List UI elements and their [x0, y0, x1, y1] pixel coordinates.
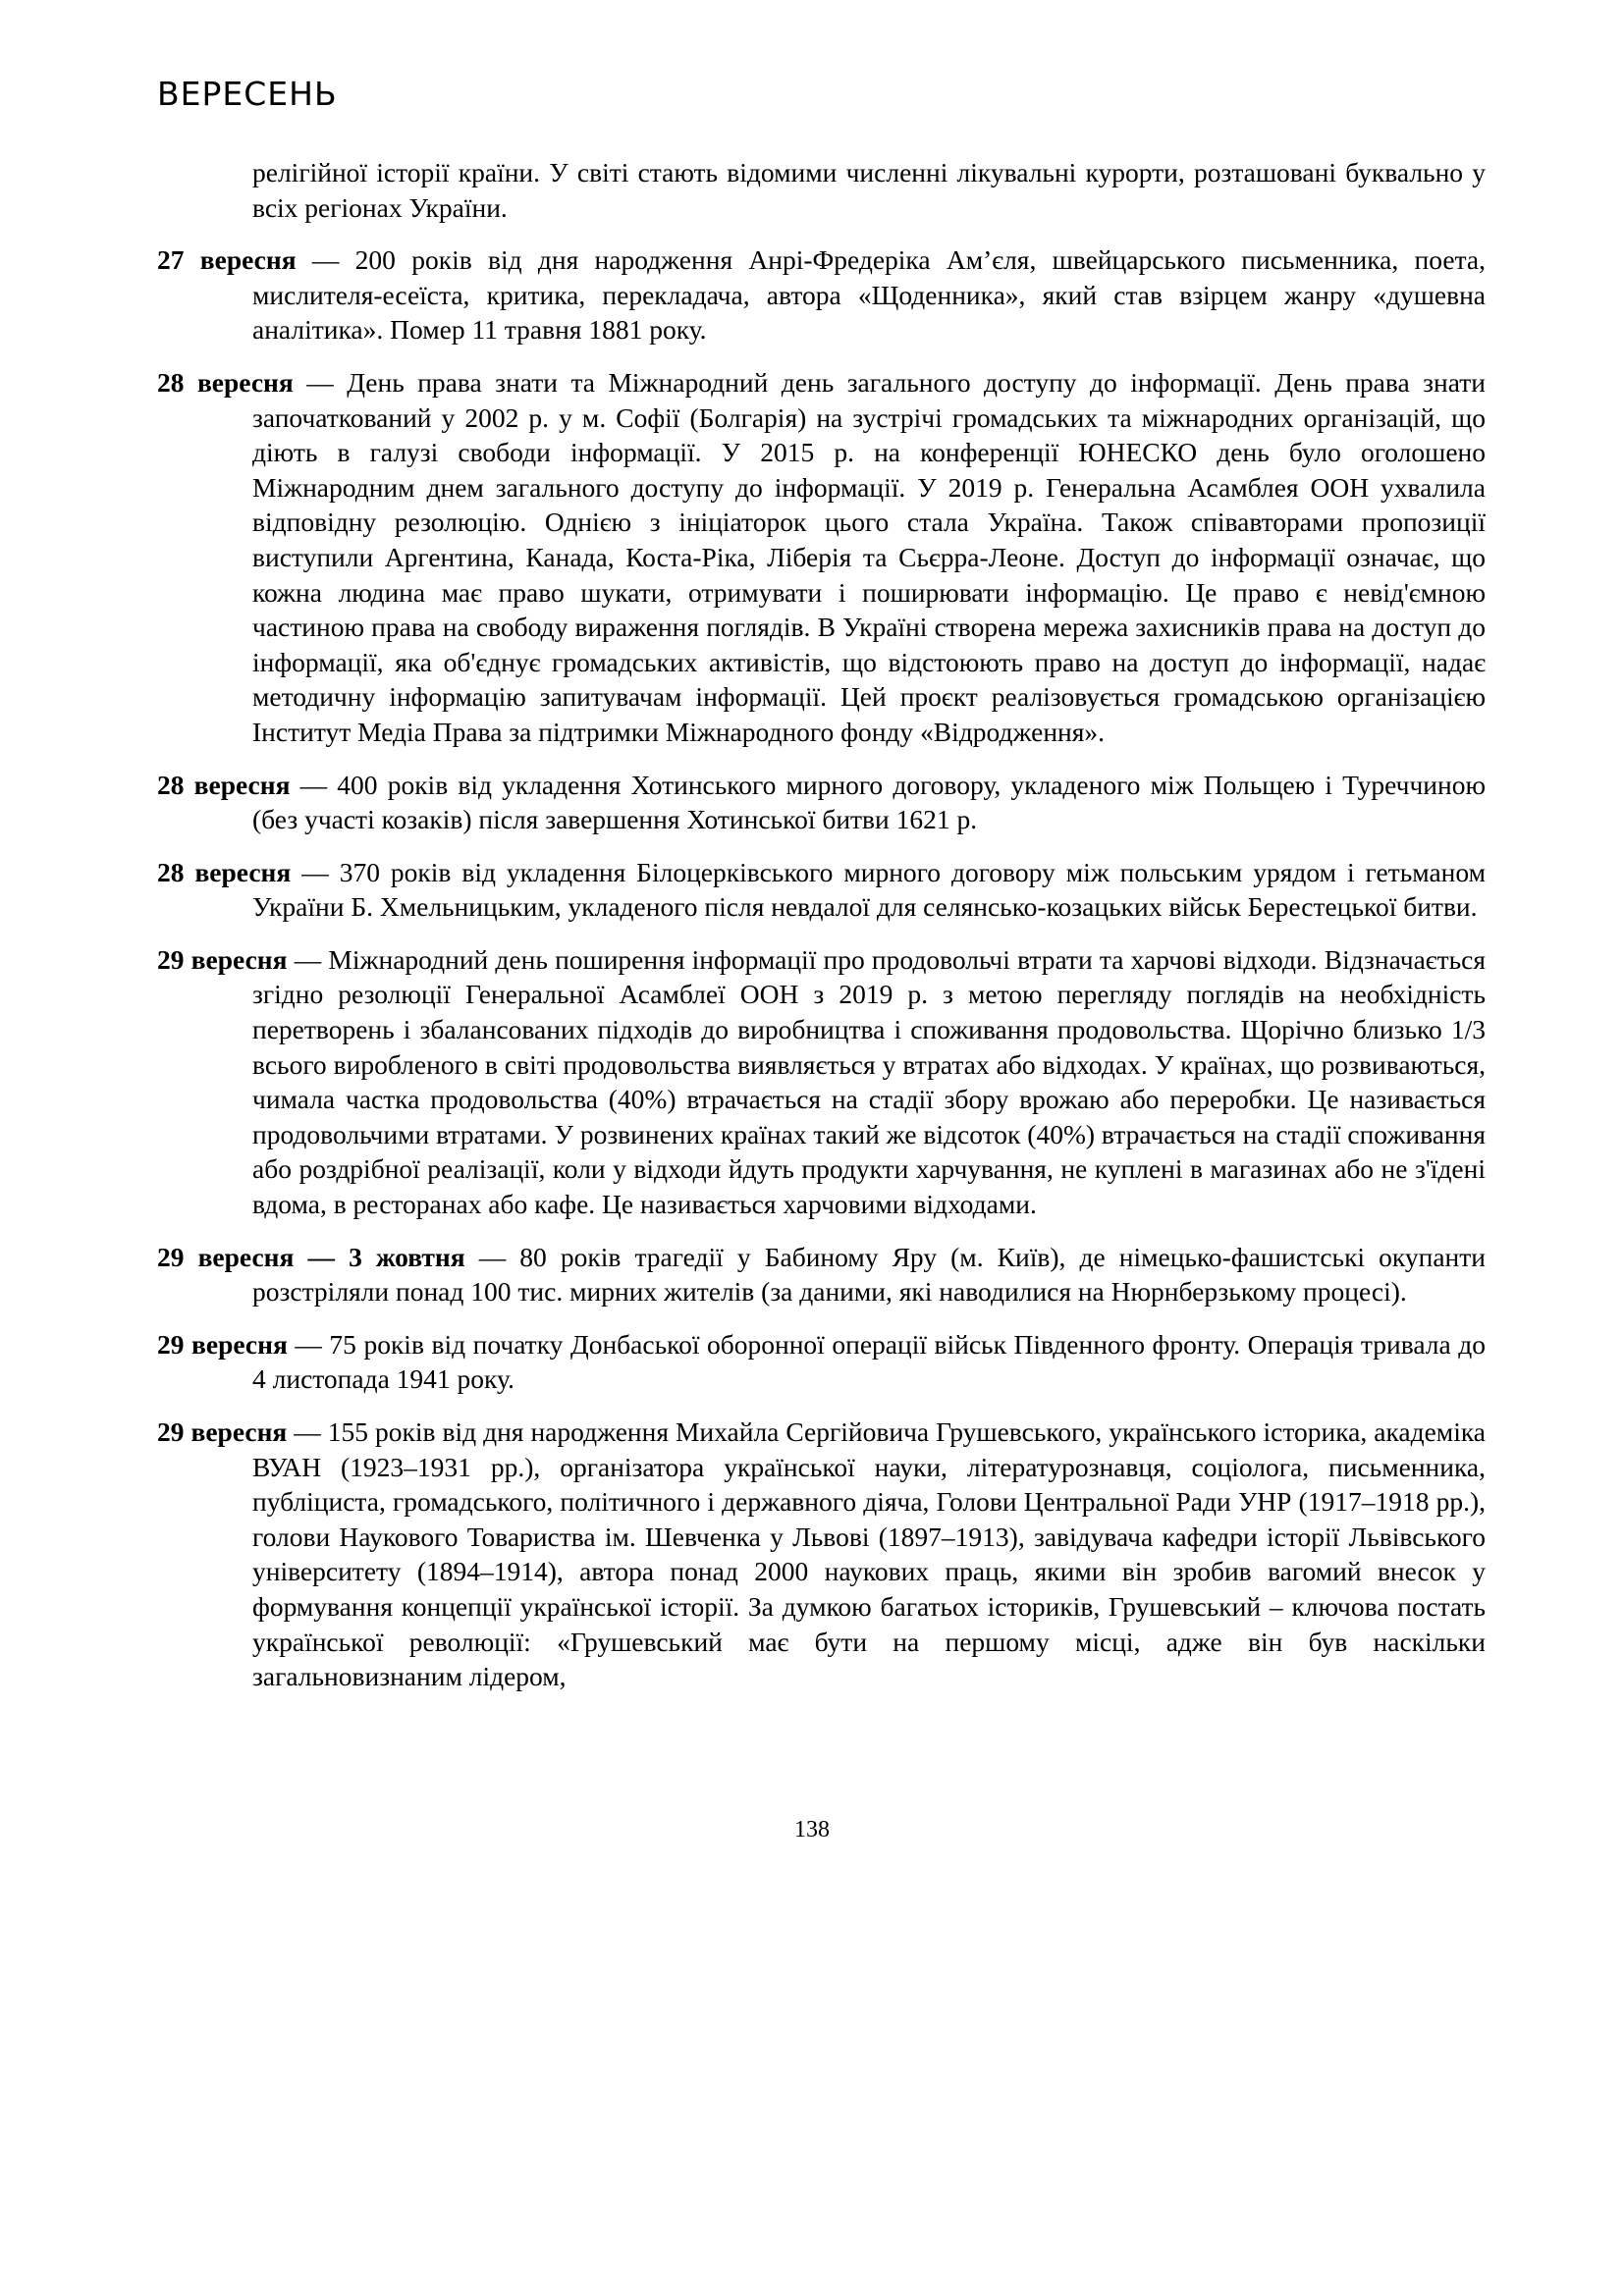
entry-date: 29 вересня — [157, 1328, 288, 1360]
entry-paragraph — [157, 942, 1486, 1222]
entry-paragraph — [157, 1415, 1486, 1694]
entry-text: — 200 років від дня народження Анрі-Фредеріка Ам’єля, швейцарського письменника, поета, мислителя-есеїста, критика, перекладача, автора «Щоденника», який став взірцем жанру «душевна аналітика». Помер 11 травня 1881 року. — [252, 244, 1486, 346]
entry-date: 29 вересня — [157, 1416, 288, 1447]
entry-text: — 75 років від початку Донбаської оборонної операції військ Південного фронту. Операція тривала до 4 листопада 1941 року. — [252, 1328, 1486, 1395]
entry-paragraph — [157, 242, 1486, 347]
entry-date: 28 вересня — [157, 366, 294, 398]
entry-text: — 400 років від укладення Хотинського мирного договору, укладеного між Польщею і Туреччиною (без участі козаків) після завершення Хотинської битви 1621 р. — [252, 769, 1486, 835]
entry-text: — 80 років трагедії у Бабиному Яру (м. Київ), де німецько-фашистські окупанти розстріляли понад 100 тис. мирних жителів (за даними, які наводилися на Нюрнберзькому процесі). — [252, 1241, 1486, 1308]
entry-text: — 370 років від укладення Білоцерківського мирного договору між польським урядом і гетьманом України Б. Хмельницьким, укладеного після невдалої для селянсько-козацьких військ Берестецької битви. — [252, 856, 1486, 923]
page-number: 138 — [794, 1817, 830, 1842]
entry-paragraph — [157, 1327, 1486, 1397]
entry-date: 27 вересня — [157, 244, 297, 276]
page-content — [157, 155, 1486, 1712]
continuation-paragraph: релігійної історії країни. У світі стають відомими численні лікувальні курорти, розташовані буквально у всіх регіонах України. — [252, 157, 1486, 223]
entry-date: 29 вересня — [157, 943, 288, 975]
entry-text: — Міжнародний день поширення інформації про продовольчі втрати та харчові відходи. Відзначається згідно резолюції Генеральної Асамблеї ООН з 2019 р. з метою перегляду поглядів на необхідність перетворень і збалансованих підходів до виробництва і споживання продовольства. Щорічно близько 1/3 всього виробленого в світі продовольства виявляється у втратах або відходах. У країнах, що розвиваються, чимала частка продовольства (40%) втрачається на стадії збору врожаю або переробки. Це називається продовольчими втратами. У розвинених країнах такий же відсоток (40%) втрачається на стадії споживання або роздрібної реалізації, коли у відходи йдуть продукти харчування, не куплені в магазинах або не з'їдені вдома, в ресторанах або кафе. Це називається харчовими відходами. — [252, 943, 1486, 1220]
entry-date: 28 вересня — [157, 856, 292, 887]
entry-paragraph — [157, 768, 1486, 837]
entry-paragraph — [157, 365, 1486, 750]
entry-text: — День права знати та Міжнародний день загального доступу до інформації. День права знати започаткований у 2002 р. у м. Софії (Болгарія) на зустрічі громадських та міжнародних організацій, що діють в галузі свободи інформації. У 2015 р. на конференції ЮНЕСКО день було оголошено Міжнародним днем загального доступу до інформації. У 2019 р. Генеральна Асамблея ООН ухвалила відповідну резолюцію. Однією з ініціаторок цього стала Україна. Також співавторами пропозиції виступили Аргентина, Канада, Коста-Ріка, Ліберія та Сьєрра-Леоне. Доступ до інформації означає, що кожна людина має право шукати, отримувати і поширювати інформацію. Це право є невід'ємною частиною права на свободу вираження поглядів. В Україні створена мережа захисників права на доступ до інформації, яка об'єднує громадських активістів, що відстоюють право на доступ до інформації, надає методичну інформацію запитувачам інформації. Цей проєкт реалізовується громадською організацією Інститут Медіа Права за підтримки Міжнародного фонду «Відродження». — [252, 366, 1486, 747]
entry-date: 29 вересня — 3 жовтня — [157, 1241, 465, 1272]
page-header-title: ВЕРЕСЕНЬ — [157, 75, 338, 113]
entry-paragraph — [157, 855, 1486, 925]
entry-text: — 155 років від дня народження Михайла Сергійовича Грушевського, українського історика, академіка ВУАН (1923–1931 рр.), організатора української науки, літературознавця, соціолога, письменника, публіциста, громадського, політичного і державного діяча, Голови Центральної Ради УНР (1917–1918 рр.), голови Наукового Товариства ім. Шевченка у Львові (1897–1913), завідувача кафедри історії Львівського університету (1894–1914), автора понад 2000 наукових праць, якими він зробив вагомий внесок у формування концепції української історії. За думкою багатьох істориків, Грушевський – ключова постать української революції: «Грушевський має бути на першому місці, адже він був наскільки загальновизнаним лідером, — [252, 1416, 1486, 1692]
entry-paragraph — [157, 1240, 1486, 1309]
entry-date: 28 вересня — [157, 769, 291, 800]
